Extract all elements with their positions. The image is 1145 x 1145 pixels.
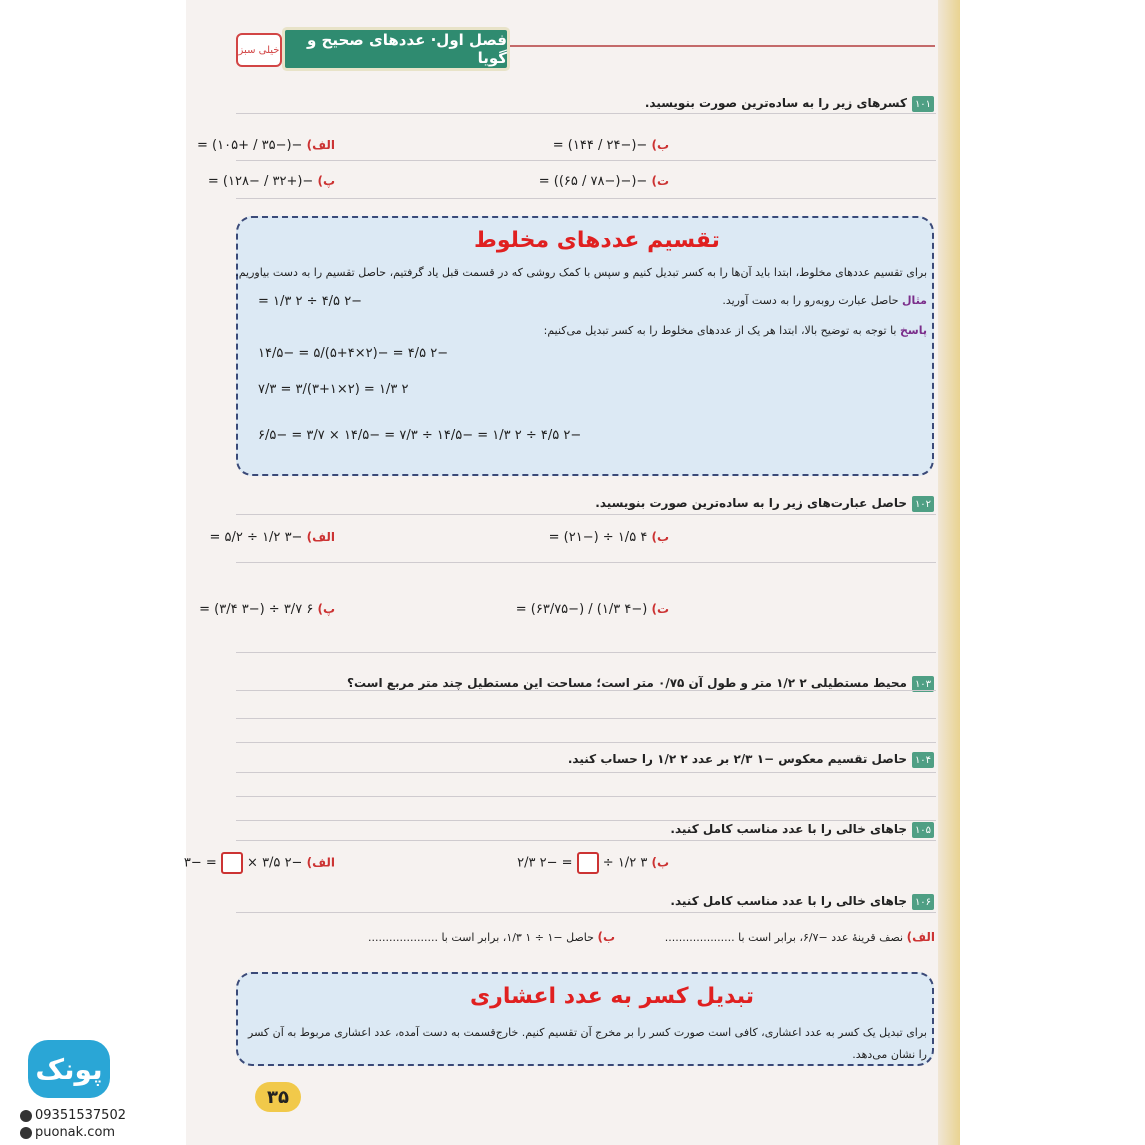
ruled-line [236, 820, 936, 821]
ruled-line [236, 772, 936, 773]
question-105-text: جاهای خالی را با عدد مناسب کامل کنید. [670, 822, 907, 836]
brand-phone: 09351537502 [20, 1108, 126, 1123]
q101-d-expr: −(−(−۷۸ / ۶۵)) = [538, 174, 648, 189]
q102-item-d: ت) (−۴ ۱/۳) / (−۶۳/۷۵) = [515, 602, 669, 617]
question-101-text: کسرهای زیر را به ساده‌ترین صورت بنویسید. [644, 96, 907, 110]
publisher-logo: خیلی سبز [236, 33, 282, 67]
globe-icon [20, 1127, 32, 1139]
q101-a-expr: −(−۳۵ / +۱۰۵) = [197, 138, 303, 153]
ruled-line [236, 718, 936, 719]
ruled-line [236, 742, 936, 743]
q101-b-expr: −(−۲۴ / ۱۴۴) = [552, 138, 648, 153]
q102-item-a: الف) −۳ ۱/۲ ÷ ۵/۲ = [209, 530, 335, 545]
question-102-text: حاصل عبارت‌های زیر را به ساده‌ترین صورت بنویسید. [595, 496, 907, 510]
ruled-line [236, 690, 936, 691]
box1-intro: برای تقسیم عددهای مخلوط، ابتدا باید آن‌ها را به کسر تبدیل کنیم و سپس با کمک روشی که در قسمت قبل یاد گرفتیم، حاصل تقسیم را به دست بیاوریم. [235, 266, 927, 279]
ruled-line [236, 514, 936, 515]
q106-item-b: ب) حاصل −۱ ÷ ۱ ۱/۳، برابر است با .................... [368, 930, 615, 944]
box1-step-2: ۲ ۱/۳ = (۲×۳+۱)/۳ = ۷/۳ [258, 382, 409, 397]
q102-item-b: ب) ۴ ۱/۵ ÷ (−۲۱) = [548, 530, 669, 545]
box1-example-expr: −۲ ۴/۵ ÷ ۲ ۱/۳ = [258, 294, 363, 309]
question-number-103: ۱۰۳ [912, 676, 934, 692]
box1-answer: پاسخ با توجه به توضیح بالا، ابتدا هر یک از عددهای مخلوط را به کسر تبدیل می‌کنیم: [543, 324, 927, 337]
question-104-text: حاصل تقسیم معکوس −۱ ۲/۳ بر عدد ۲ ۱/۲ را حساب کنید. [567, 752, 907, 766]
question-number-106: ۱۰۶ [912, 894, 934, 910]
answer-label: پاسخ [899, 324, 927, 337]
question-number-102: ۱۰۲ [912, 496, 934, 512]
page-edge [938, 0, 960, 1145]
q101-item-d: ت) −(−(−۷۸ / ۶۵)) = [538, 174, 669, 189]
brand-logo: پونک [28, 1040, 110, 1098]
ruled-line [236, 160, 936, 161]
box1-step-1: −۲ ۴/۵ = −(۲×۵+۴)/۵ = −۱۴/۵ [258, 346, 449, 361]
box1-title: تقسیم عددهای مخلوط [474, 228, 720, 253]
brand-site: puonak.com [20, 1125, 115, 1140]
example-label: مثال [902, 294, 927, 307]
q101-c-expr: −(+۳۲ / −۱۲۸) = [207, 174, 314, 189]
q105-item-b: ب) ۳ ۱/۲ ÷ = −۲ ۲/۳ [517, 852, 669, 874]
chapter-title: فصل اول· عددهای صحیح و گویا [285, 30, 507, 68]
q101-item-a: الف) −(−۳۵ / +۱۰۵) = [197, 138, 335, 153]
ruled-line [236, 198, 936, 199]
question-number-104: ۱۰۴ [912, 752, 934, 768]
answer-blank-box[interactable] [221, 852, 243, 874]
q101-item-b: ب) −(−۲۴ / ۱۴۴) = [552, 138, 669, 153]
box2-title: تبدیل کسر به عدد اعشاری [470, 984, 755, 1009]
background-right [958, 0, 1145, 1145]
ruled-line [236, 796, 936, 797]
box1-step-3: −۲ ۴/۵ ÷ ۲ ۱/۳ = −۱۴/۵ ÷ ۷/۳ = −۱۴/۵ × ۳/۷ = −۶/۵ [258, 428, 582, 443]
question-103-text: محیط مستطیلی ۲ ۱/۲ متر و طول آن ۰/۷۵ متر است؛ مساحت این مستطیل چند متر مربع است؟ [346, 676, 907, 690]
ruled-line [236, 912, 936, 913]
q101-item-c: پ) −(+۳۲ / −۱۲۸) = [207, 174, 335, 189]
q106-item-a: الف) نصف قرینهٔ عدد −۶/۷، برابر است با .................... [664, 930, 935, 944]
ruled-line [236, 113, 936, 114]
question-106-text: جاهای خالی را با عدد مناسب کامل کنید. [670, 894, 907, 908]
ruled-line [236, 840, 936, 841]
answer-blank-box[interactable] [577, 852, 599, 874]
question-number-105: ۱۰۵ [912, 822, 934, 838]
page-number: ۳۵ [255, 1082, 301, 1112]
header-rule [505, 45, 935, 47]
ruled-line [236, 652, 936, 653]
ruled-line [236, 562, 936, 563]
q105-item-a: الف) −۲ ۳/۵ × = −۳ [184, 852, 335, 874]
q102-item-c: پ) ۶ ۳/۷ ÷ (−۳ ۳/۴) = [199, 602, 335, 617]
box2-text: برای تبدیل یک کسر به عدد اعشاری، کافی است صورت کسر را بر مخرج آن تقسیم کنیم. خارج‌قسمت به دست آمده، عدد اعشاری مربوط به آن کسر را نشان می‌دهد. [248, 1026, 927, 1061]
question-number-101: ۱۰۱ [912, 96, 934, 112]
whatsapp-icon [20, 1110, 32, 1122]
box1-example: مثال حاصل عبارت روبه‌رو را به دست آورید. [722, 294, 927, 307]
